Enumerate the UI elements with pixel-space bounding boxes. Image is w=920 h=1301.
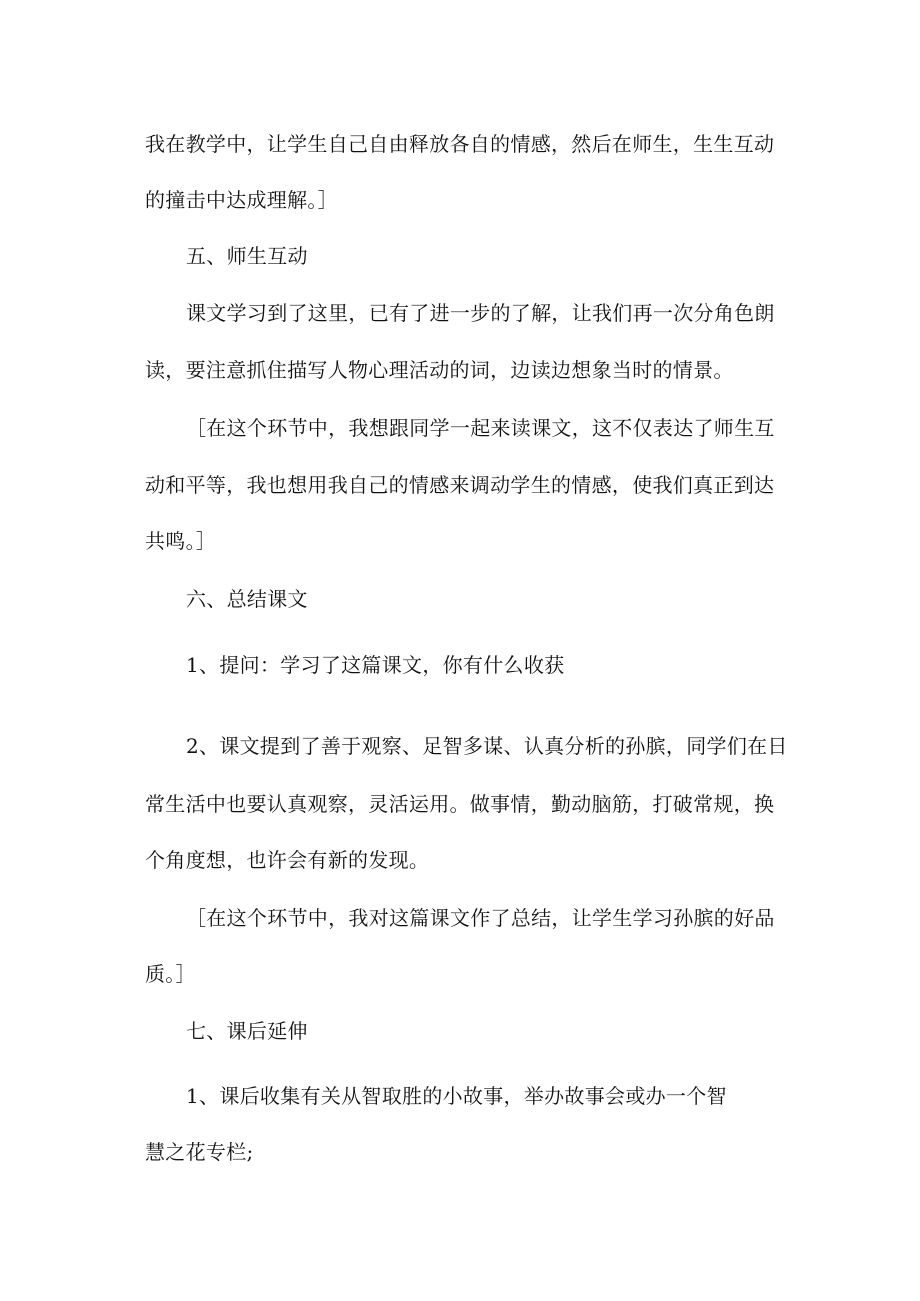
section-heading: 五、师生互动 — [186, 244, 308, 268]
text-line: 个角度想，也许会有新的发现。 — [145, 848, 430, 872]
text-line: 的撞击中达成理解。］ — [145, 188, 338, 212]
text-line: 常生活中也要认真观察，灵活运用。做事情，勤动脑筋，打破常规，换 — [145, 792, 775, 816]
text-line: 2、课文提到了善于观察、足智多谋、认真分析的孙膑，同学们在日 — [186, 734, 788, 758]
text-line: 动和平等，我也想用我自己的情感来调动学生的情感，使我们真正到达 — [145, 473, 775, 497]
text-line: 共鸣。］ — [145, 529, 217, 553]
section-heading: 七、课后延伸 — [186, 1019, 308, 1043]
section-heading: 六、总结课文 — [186, 587, 308, 611]
text-line: 慧之花专栏; — [145, 1140, 254, 1164]
text-line: 我在教学中，让学生自己自由释放各自的情感，然后在师生，生生互动 — [145, 132, 775, 156]
text-line: 1、课后收集有关从智取胜的小故事，举办故事会或办一个智 — [186, 1084, 727, 1108]
text-line: 读，要注意抓住描写人物心理活动的词，边读边想象当时的情景。 — [145, 358, 734, 382]
text-line: 1、提问：学习了这篇课文，你有什么收获 — [186, 653, 565, 677]
text-line: ［在这个环节中，我对这篇课文作了总结，让学生学习孙膑的好品 — [186, 906, 775, 930]
text-line: 课文学习到了这里，已有了进一步的了解，让我们再一次分角色朗 — [186, 301, 775, 325]
text-line: ［在这个环节中，我想跟同学一起来读课文，这不仅表达了师生互 — [186, 416, 775, 440]
text-line: 质。］ — [145, 962, 196, 986]
